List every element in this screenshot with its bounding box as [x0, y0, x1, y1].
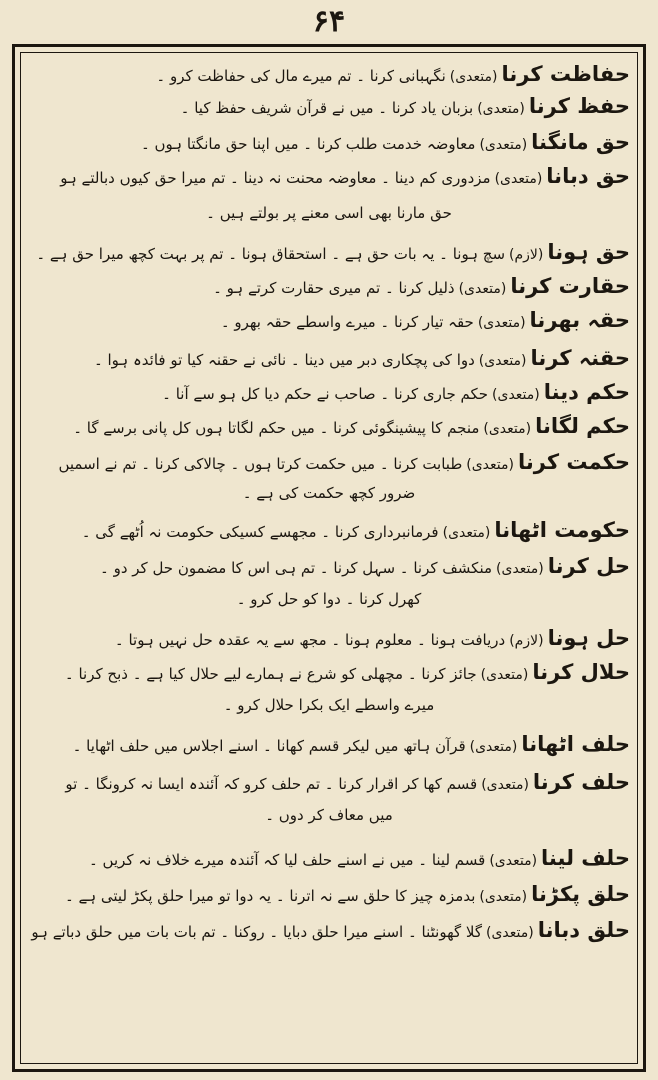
dictionary-entry	[28, 380, 630, 410]
entry-definition: بزبان یاد کرنا ۔ میں نے قرآن شریف حفظ کیا ۔	[180, 99, 474, 117]
entry-grammar: (لازم)	[509, 247, 544, 263]
entry-headword: حکم دینا	[543, 380, 630, 404]
entry-continuation	[28, 696, 630, 726]
entry-definition: فرمانبرداری کرنا ۔ مجھسے کسیکی حکومت نہ اُٹھے گی ۔	[81, 523, 439, 541]
dictionary-entry	[28, 846, 630, 876]
dictionary-entry	[28, 554, 630, 584]
entry-continuation	[28, 484, 630, 514]
entry-definition: بدمزہ چیز کا حلق سے نہ اترنا ۔ یہ دوا تو میرا حلق پکڑ لیتی ہے ۔	[64, 887, 476, 905]
entry-grammar: (متعدی)	[458, 281, 507, 297]
entry-headword: حلف لینا	[541, 846, 630, 870]
entry-grammar: (متعدی)	[483, 421, 532, 437]
entry-grammar: (متعدی)	[477, 315, 526, 331]
entry-grammar: (متعدی)	[480, 667, 529, 683]
entry-definition: مزدوری کم دینا ۔ معاوضہ محنت نہ دینا ۔ تم میرا حق کیوں دبالتے ہو	[60, 169, 491, 187]
entry-grammar: (متعدی)	[486, 925, 534, 941]
entry-definition: گلا گھونٹنا ۔ اسنے میرا حلق دبایا ۔ روکنا ۔ تم بات بات میں حلق دباتے ہو	[31, 923, 483, 941]
entry-definition: قرآن ہاتھ میں لیکر قسم کھانا ۔ اسنے اجلاس میں حلف اٹھایا ۔	[72, 737, 466, 755]
dictionary-entry	[28, 732, 630, 762]
continuation-text: حق مارنا بھی اسی معنے پر بولتے ہیں ۔	[206, 204, 452, 222]
entry-headword: حفاظت کرنا	[501, 62, 630, 86]
continuation-text: میں معاف کر دوں ۔	[265, 806, 393, 824]
entry-definition: قسم کھا کر اقرار کرنا ۔ تم حلف کرو کہ آئندہ ایسا نہ کرونگا ۔ تو	[65, 775, 478, 793]
entry-headword: حق مانگنا	[531, 130, 630, 154]
entry-definition: طبابت کرنا ۔ میں حکمت کرتا ہوں ۔ چالاکی کرنا ۔ تم نے اسمیں	[58, 455, 463, 473]
entry-headword: حلال کرنا	[532, 660, 630, 684]
entry-definition: نگہبانی کرنا ۔ تم میرے مال کی حفاظت کرو ۔	[156, 67, 446, 85]
dictionary-entry	[28, 626, 630, 656]
entry-grammar: (متعدی)	[479, 137, 528, 153]
entry-definition: حقہ تیار کرنا ۔ میرے واسطے حقہ بھرو ۔	[220, 313, 474, 331]
entry-definition: حکم جاری کرنا ۔ صاحب نے حکم دیا کل ہو سے آنا ۔	[162, 385, 489, 403]
entry-definition: معاوضہ خدمت طلب کرنا ۔ میں اپنا حق مانگتا ہوں ۔	[140, 135, 476, 153]
entry-definition: دوا کی پچکاری دبر میں دینا ۔ نائی نے حقنہ کیا تو فائدہ ہوا ۔	[93, 351, 475, 369]
entry-definition: جائز کرنا ۔ مچھلی کو شرع نے ہمارے لیے حلال کیا ہے ۔ ذبح کرنا ۔	[64, 665, 477, 683]
dictionary-entry	[28, 164, 630, 194]
page-number: ۶۴	[312, 4, 346, 39]
dictionary-entry	[28, 882, 630, 912]
entry-grammar: (متعدی)	[449, 69, 498, 85]
dictionary-entry	[28, 94, 630, 124]
entry-headword: حکمت کرنا	[517, 450, 630, 474]
entry-headword: حکم لگانا	[535, 414, 630, 438]
entry-definition: قسم لینا ۔ میں نے اسنے حلف لیا کہ آئندہ میرے خلاف نہ کریں ۔	[89, 851, 486, 869]
entry-headword: حل ہونا	[547, 626, 630, 650]
continuation-text: کھرل کرنا ۔ دوا کو حل کرو ۔	[236, 590, 422, 608]
continuation-text: ضرور کچھ حکمت کی ہے ۔	[242, 484, 416, 502]
entry-grammar: (متعدی)	[478, 353, 527, 369]
dictionary-entry	[28, 450, 630, 480]
entry-definition: ذلیل کرنا ۔ تم میری حقارت کرتے ہو ۔	[213, 279, 455, 297]
entry-headword: حکومت اٹھانا	[494, 518, 630, 542]
entry-definition: منکشف کرنا ۔ سہل کرنا ۔ تم ہی اس کا مضمون حل کر دو ۔	[100, 559, 493, 577]
entry-continuation	[28, 590, 630, 620]
entry-grammar: (متعدی)	[494, 171, 543, 187]
entry-headword: حقہ بھرنا	[529, 308, 630, 332]
dictionary-entry	[28, 918, 630, 948]
entry-continuation	[28, 806, 630, 836]
entry-grammar: (لازم)	[509, 633, 544, 649]
entry-headword: حق دبانا	[546, 164, 630, 188]
dictionary-entry	[28, 770, 630, 800]
entry-headword: حقنہ کرنا	[530, 346, 630, 370]
entry-headword: حق ہونا	[547, 240, 630, 264]
dictionary-entry	[28, 414, 630, 444]
entry-grammar: (متعدی)	[481, 777, 529, 793]
entry-headword: حفظ کرنا	[528, 94, 630, 118]
dictionary-entry	[28, 274, 630, 304]
dictionary-entry	[28, 518, 630, 548]
entry-headword: حقارت کرنا	[510, 274, 630, 298]
dictionary-entry	[28, 130, 630, 160]
entry-headword: حلف اٹھانا	[521, 732, 630, 756]
dictionary-entry	[28, 62, 630, 92]
entry-grammar: (متعدی)	[496, 561, 544, 577]
entry-grammar: (متعدی)	[469, 739, 518, 755]
entry-grammar: (متعدی)	[442, 525, 491, 541]
dictionary-entry	[28, 240, 630, 270]
dictionary-entry	[28, 308, 630, 338]
entry-headword: حلف کرنا	[532, 770, 630, 794]
entry-headword: حلق پکڑنا	[531, 882, 630, 906]
entry-grammar: (متعدی)	[466, 457, 514, 473]
entry-grammar: (متعدی)	[492, 387, 540, 403]
entry-definition: سچ ہونا ۔ یہ بات حق ہے ۔ استحقاق ہونا ۔ تم پر بہت کچھ میرا حق ہے ۔	[36, 245, 506, 263]
continuation-text: میرے واسطے ایک بکرا حلال کرو ۔	[223, 696, 435, 714]
entry-grammar: (متعدی)	[489, 853, 538, 869]
dictionary-entry	[28, 346, 630, 376]
entry-definition: دریافت ہونا ۔ معلوم ہونا ۔ مجھ سے یہ عقدہ حل نہیں ہوتا ۔	[114, 631, 506, 649]
dictionary-entry	[28, 660, 630, 690]
entry-definition: منجم کا پیشینگوئی کرنا ۔ میں حکم لگاتا ہوں کل پانی برسے گا ۔	[73, 419, 480, 437]
entry-grammar: (متعدی)	[477, 101, 525, 117]
entry-headword: حلق دبانا	[537, 918, 630, 942]
entry-list	[24, 56, 634, 1060]
entry-grammar: (متعدی)	[479, 889, 528, 905]
entry-continuation	[28, 204, 630, 234]
entry-headword: حل کرنا	[547, 554, 630, 578]
